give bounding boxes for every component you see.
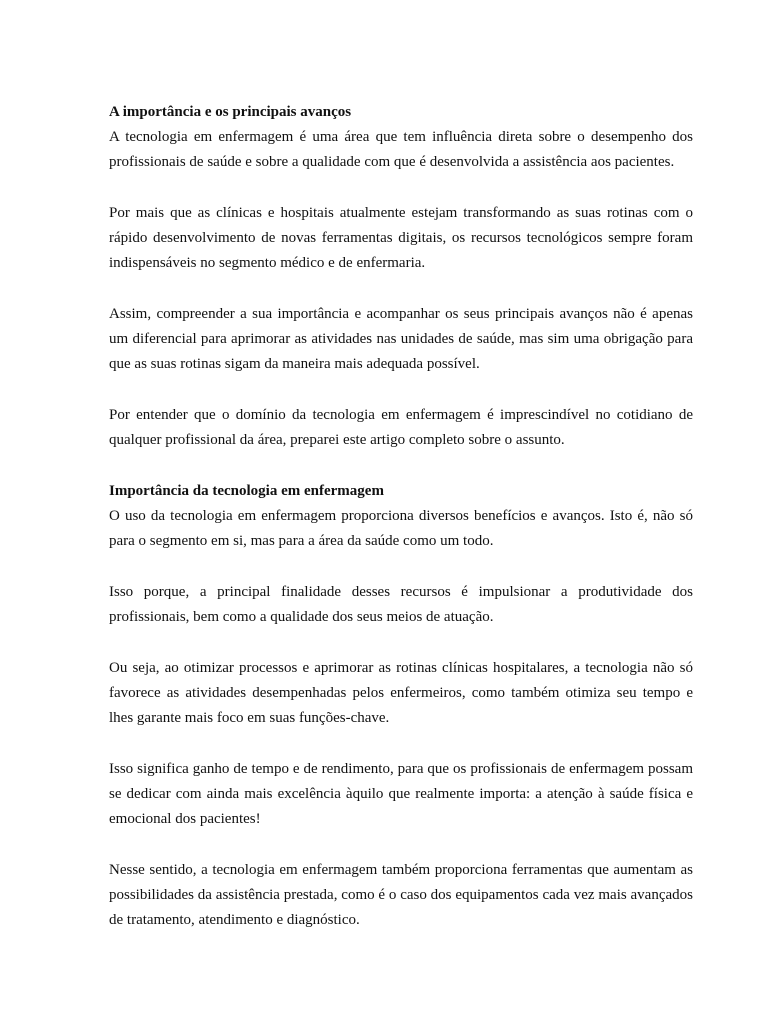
paragraph: Assim, compreender a sua importância e acompanhar os seus principais avanços não é apenas um diferencial para aprimorar as atividades nas unidades de saúde, mas sim uma obrigação para que as suas rotinas sigam da maneira mais adequada possível. bbox=[109, 306, 693, 372]
paragraph-block bbox=[109, 757, 693, 832]
paragraph-block bbox=[109, 656, 693, 731]
paragraph-block bbox=[109, 858, 693, 933]
paragraph: Por entender que o domínio da tecnologia em enfermagem é imprescindível no cotidiano de qualquer profissional da área, preparei este artigo completo sobre o assunto. bbox=[109, 407, 693, 448]
paragraph: Isso significa ganho de tempo e de rendimento, para que os profissionais de enfermagem possam se dedicar com ainda mais excelência àquilo que realmente importa: a atenção à saúde física e emocional dos pacientes! bbox=[109, 761, 693, 827]
paragraph: Por mais que as clínicas e hospitais atualmente estejam transformando as suas rotinas com o rápido desenvolvimento de novas ferramentas digitais, os recursos tecnológicos sempre foram indispensáveis no segmento médico e de enfermaria. bbox=[109, 205, 693, 271]
paragraph-block bbox=[109, 403, 693, 453]
paragraph-block bbox=[109, 302, 693, 377]
paragraph-block bbox=[109, 201, 693, 276]
section-2-intro-block bbox=[109, 479, 693, 554]
section-heading: A importância e os principais avanços bbox=[109, 104, 352, 120]
paragraph: Ou seja, ao otimizar processos e aprimorar as rotinas clínicas hospitalares, a tecnologia não só favorece as atividades desempenhadas pelos enfermeiros, como também otimiza seu tempo e lhes garante mais foco em suas funções-chave. bbox=[109, 660, 693, 726]
paragraph: Nesse sentido, a tecnologia em enfermagem também proporciona ferramentas que aumentam as possibilidades da assistência prestada, como é o caso dos equipamentos cada vez mais avançados de tratamento, atendimento e diagnóstico. bbox=[109, 862, 693, 928]
document-page bbox=[109, 100, 693, 959]
paragraph: Isso porque, a principal finalidade desses recursos é impulsionar a produtividade dos profissionais, bem como a qualidade dos seus meios de atuação. bbox=[109, 584, 693, 625]
paragraph: A tecnologia em enfermagem é uma área que tem influência direta sobre o desempenho dos profissionais de saúde e sobre a qualidade com que é desenvolvida a assistência aos pacientes. bbox=[109, 129, 693, 170]
section-1-intro-block bbox=[109, 100, 693, 175]
paragraph: O uso da tecnologia em enfermagem proporciona diversos benefícios e avanços. Isto é, não só para o segmento em si, mas para a área da saúde como um todo. bbox=[109, 508, 693, 549]
section-heading: Importância da tecnologia em enfermagem bbox=[109, 483, 384, 499]
paragraph-block bbox=[109, 580, 693, 630]
